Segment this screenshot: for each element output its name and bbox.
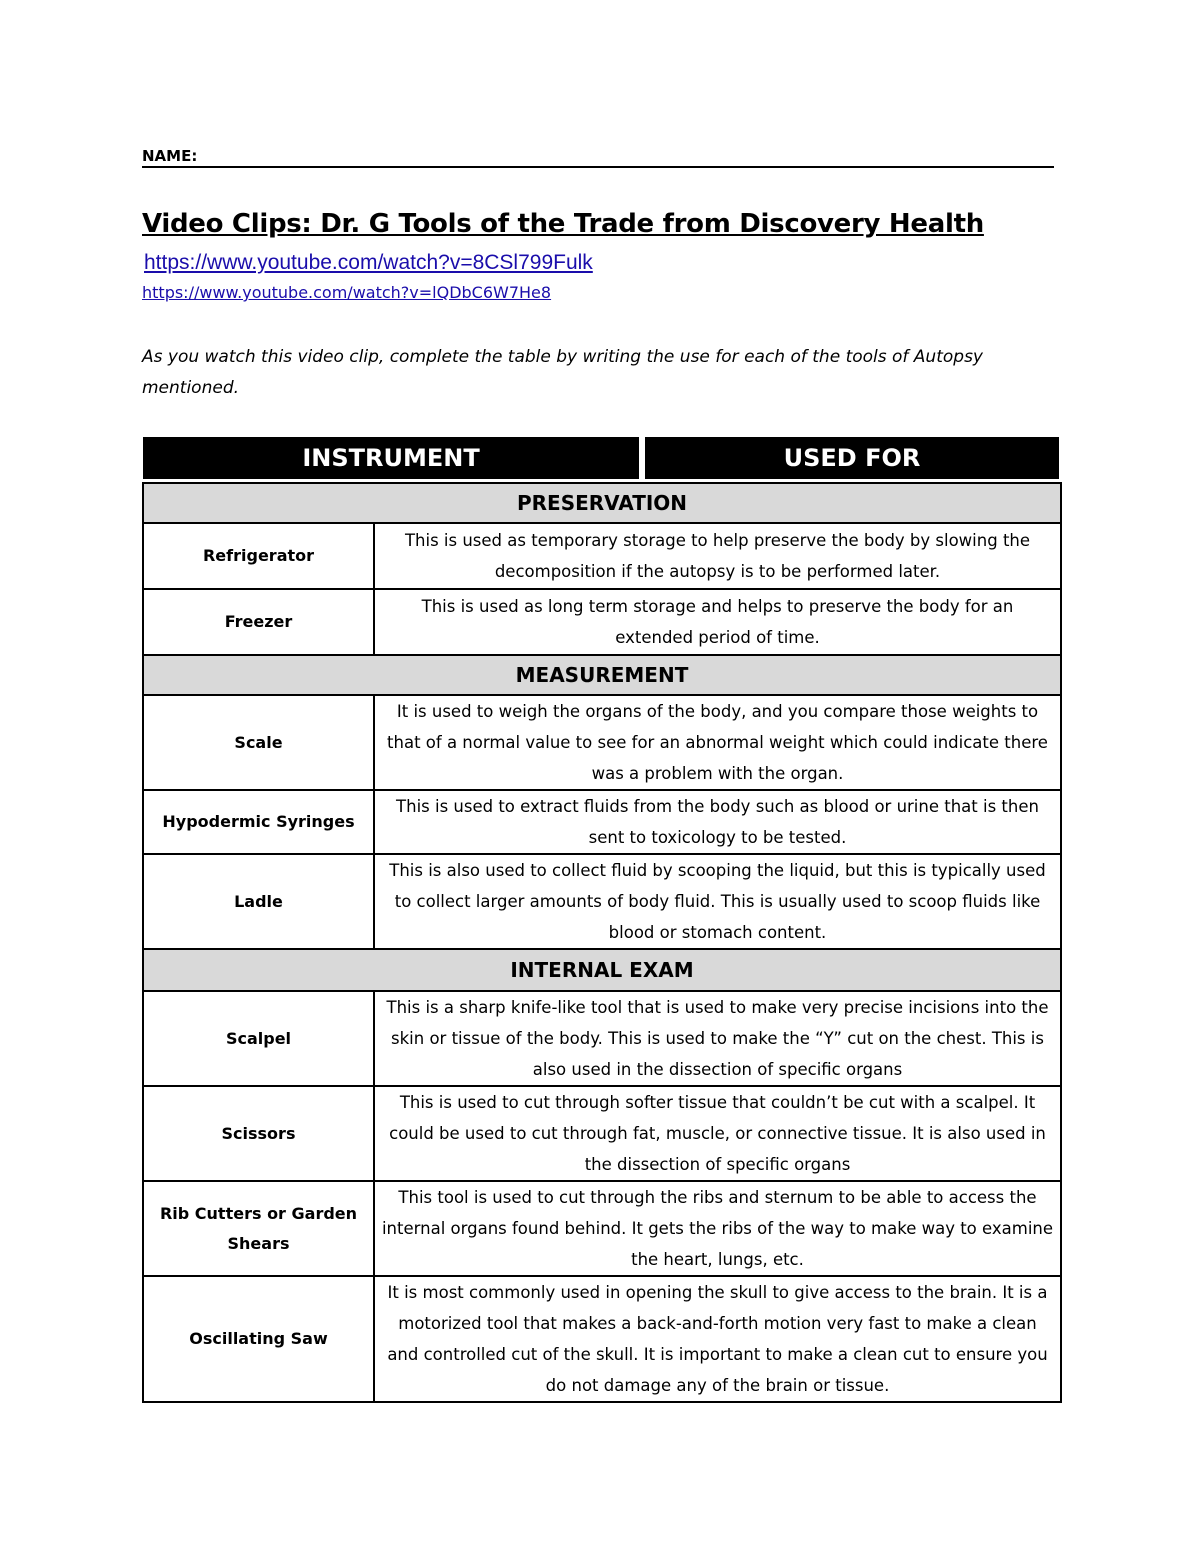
section-row-measurement bbox=[143, 655, 1061, 695]
instrument-cell: Hypodermic Syringes bbox=[143, 790, 374, 854]
tools-table bbox=[142, 482, 1062, 1403]
use-cell[interactable]: This is used to cut through softer tissue that couldn’t be cut with a scalpel. It could be used to cut through fat, muscle, or connective tissue. It is also used in the dissection of specific organs bbox=[374, 1086, 1061, 1181]
instrument-cell: Freezer bbox=[143, 589, 374, 655]
use-cell[interactable]: This is used as long term storage and helps to preserve the body for an extended period of time. bbox=[374, 589, 1061, 655]
table-row bbox=[143, 991, 1061, 1086]
use-cell[interactable]: This tool is used to cut through the ribs and sternum to be able to access the internal organs found behind. It gets the ribs of the way to make way to examine the heart, lungs, etc. bbox=[374, 1181, 1061, 1276]
video-link-2[interactable]: https://www.youtube.com/watch?v=lQDbC6W7He8 bbox=[142, 283, 552, 302]
video-link-1[interactable]: https://www.youtube.com/watch?v=8CSl799Fulk bbox=[144, 251, 593, 274]
use-cell[interactable]: It is most commonly used in opening the skull to give access to the brain. It is a motorized tool that makes a back-and-forth motion very fast to make a clean and controlled cut of the skull. It is important to make a clean cut to ensure you do not damage any of the brain or tissue. bbox=[374, 1276, 1061, 1402]
instrument-cell: Scale bbox=[143, 695, 374, 790]
instrument-cell: Oscillating Saw bbox=[143, 1276, 374, 1402]
table-row bbox=[143, 589, 1061, 655]
use-cell[interactable]: This is used as temporary storage to help preserve the body by slowing the decomposition if the autopsy is to be performed later. bbox=[374, 523, 1061, 589]
use-cell[interactable]: It is used to weigh the organs of the body, and you compare those weights to that of a normal value to see for an abnormal weight which could indicate there was a problem with the organ. bbox=[374, 695, 1061, 790]
table-row bbox=[143, 1181, 1061, 1276]
header-used-for bbox=[645, 437, 1059, 479]
table-row bbox=[143, 523, 1061, 589]
name-label: NAME: bbox=[142, 147, 198, 165]
instrument-cell: Refrigerator bbox=[143, 523, 374, 589]
section-title: PRESERVATION bbox=[143, 483, 1061, 523]
name-field[interactable] bbox=[142, 146, 1054, 168]
use-cell[interactable]: This is a sharp knife-like tool that is used to make very precise incisions into the skin or tissue of the body. This is used to make the “Y” cut on the chest. This is also used in the dissection of specific organs bbox=[374, 991, 1061, 1086]
table-row bbox=[143, 854, 1061, 949]
section-row-preservation bbox=[143, 483, 1061, 523]
table-row bbox=[143, 695, 1061, 790]
header-instrument bbox=[143, 437, 639, 479]
instrument-cell: Scalpel bbox=[143, 991, 374, 1086]
instrument-cell: Rib Cutters or Garden Shears bbox=[143, 1181, 374, 1276]
instrument-cell: Ladle bbox=[143, 854, 374, 949]
use-cell[interactable]: This is used to extract fluids from the body such as blood or urine that is then sent to toxicology to be tested. bbox=[374, 790, 1061, 854]
header-used-for-label: USED FOR bbox=[783, 444, 921, 472]
instructions-text: As you watch this video clip, complete the table by writing the use for each of the tools of Autopsy mentioned. bbox=[142, 347, 983, 398]
page-title: Video Clips: Dr. G Tools of the Trade from Discovery Health bbox=[142, 209, 984, 239]
table-row bbox=[143, 1276, 1061, 1402]
instrument-cell: Scissors bbox=[143, 1086, 374, 1181]
use-cell[interactable]: This is also used to collect fluid by scooping the liquid, but this is typically used to collect larger amounts of body fluid. This is usually used to scoop fluids like blood or stomach content. bbox=[374, 854, 1061, 949]
section-row-internal-exam bbox=[143, 949, 1061, 991]
table-row bbox=[143, 1086, 1061, 1181]
section-title: INTERNAL EXAM bbox=[143, 949, 1061, 991]
header-instrument-label: INSTRUMENT bbox=[302, 444, 480, 472]
table-row bbox=[143, 790, 1061, 854]
section-title: MEASUREMENT bbox=[143, 655, 1061, 695]
